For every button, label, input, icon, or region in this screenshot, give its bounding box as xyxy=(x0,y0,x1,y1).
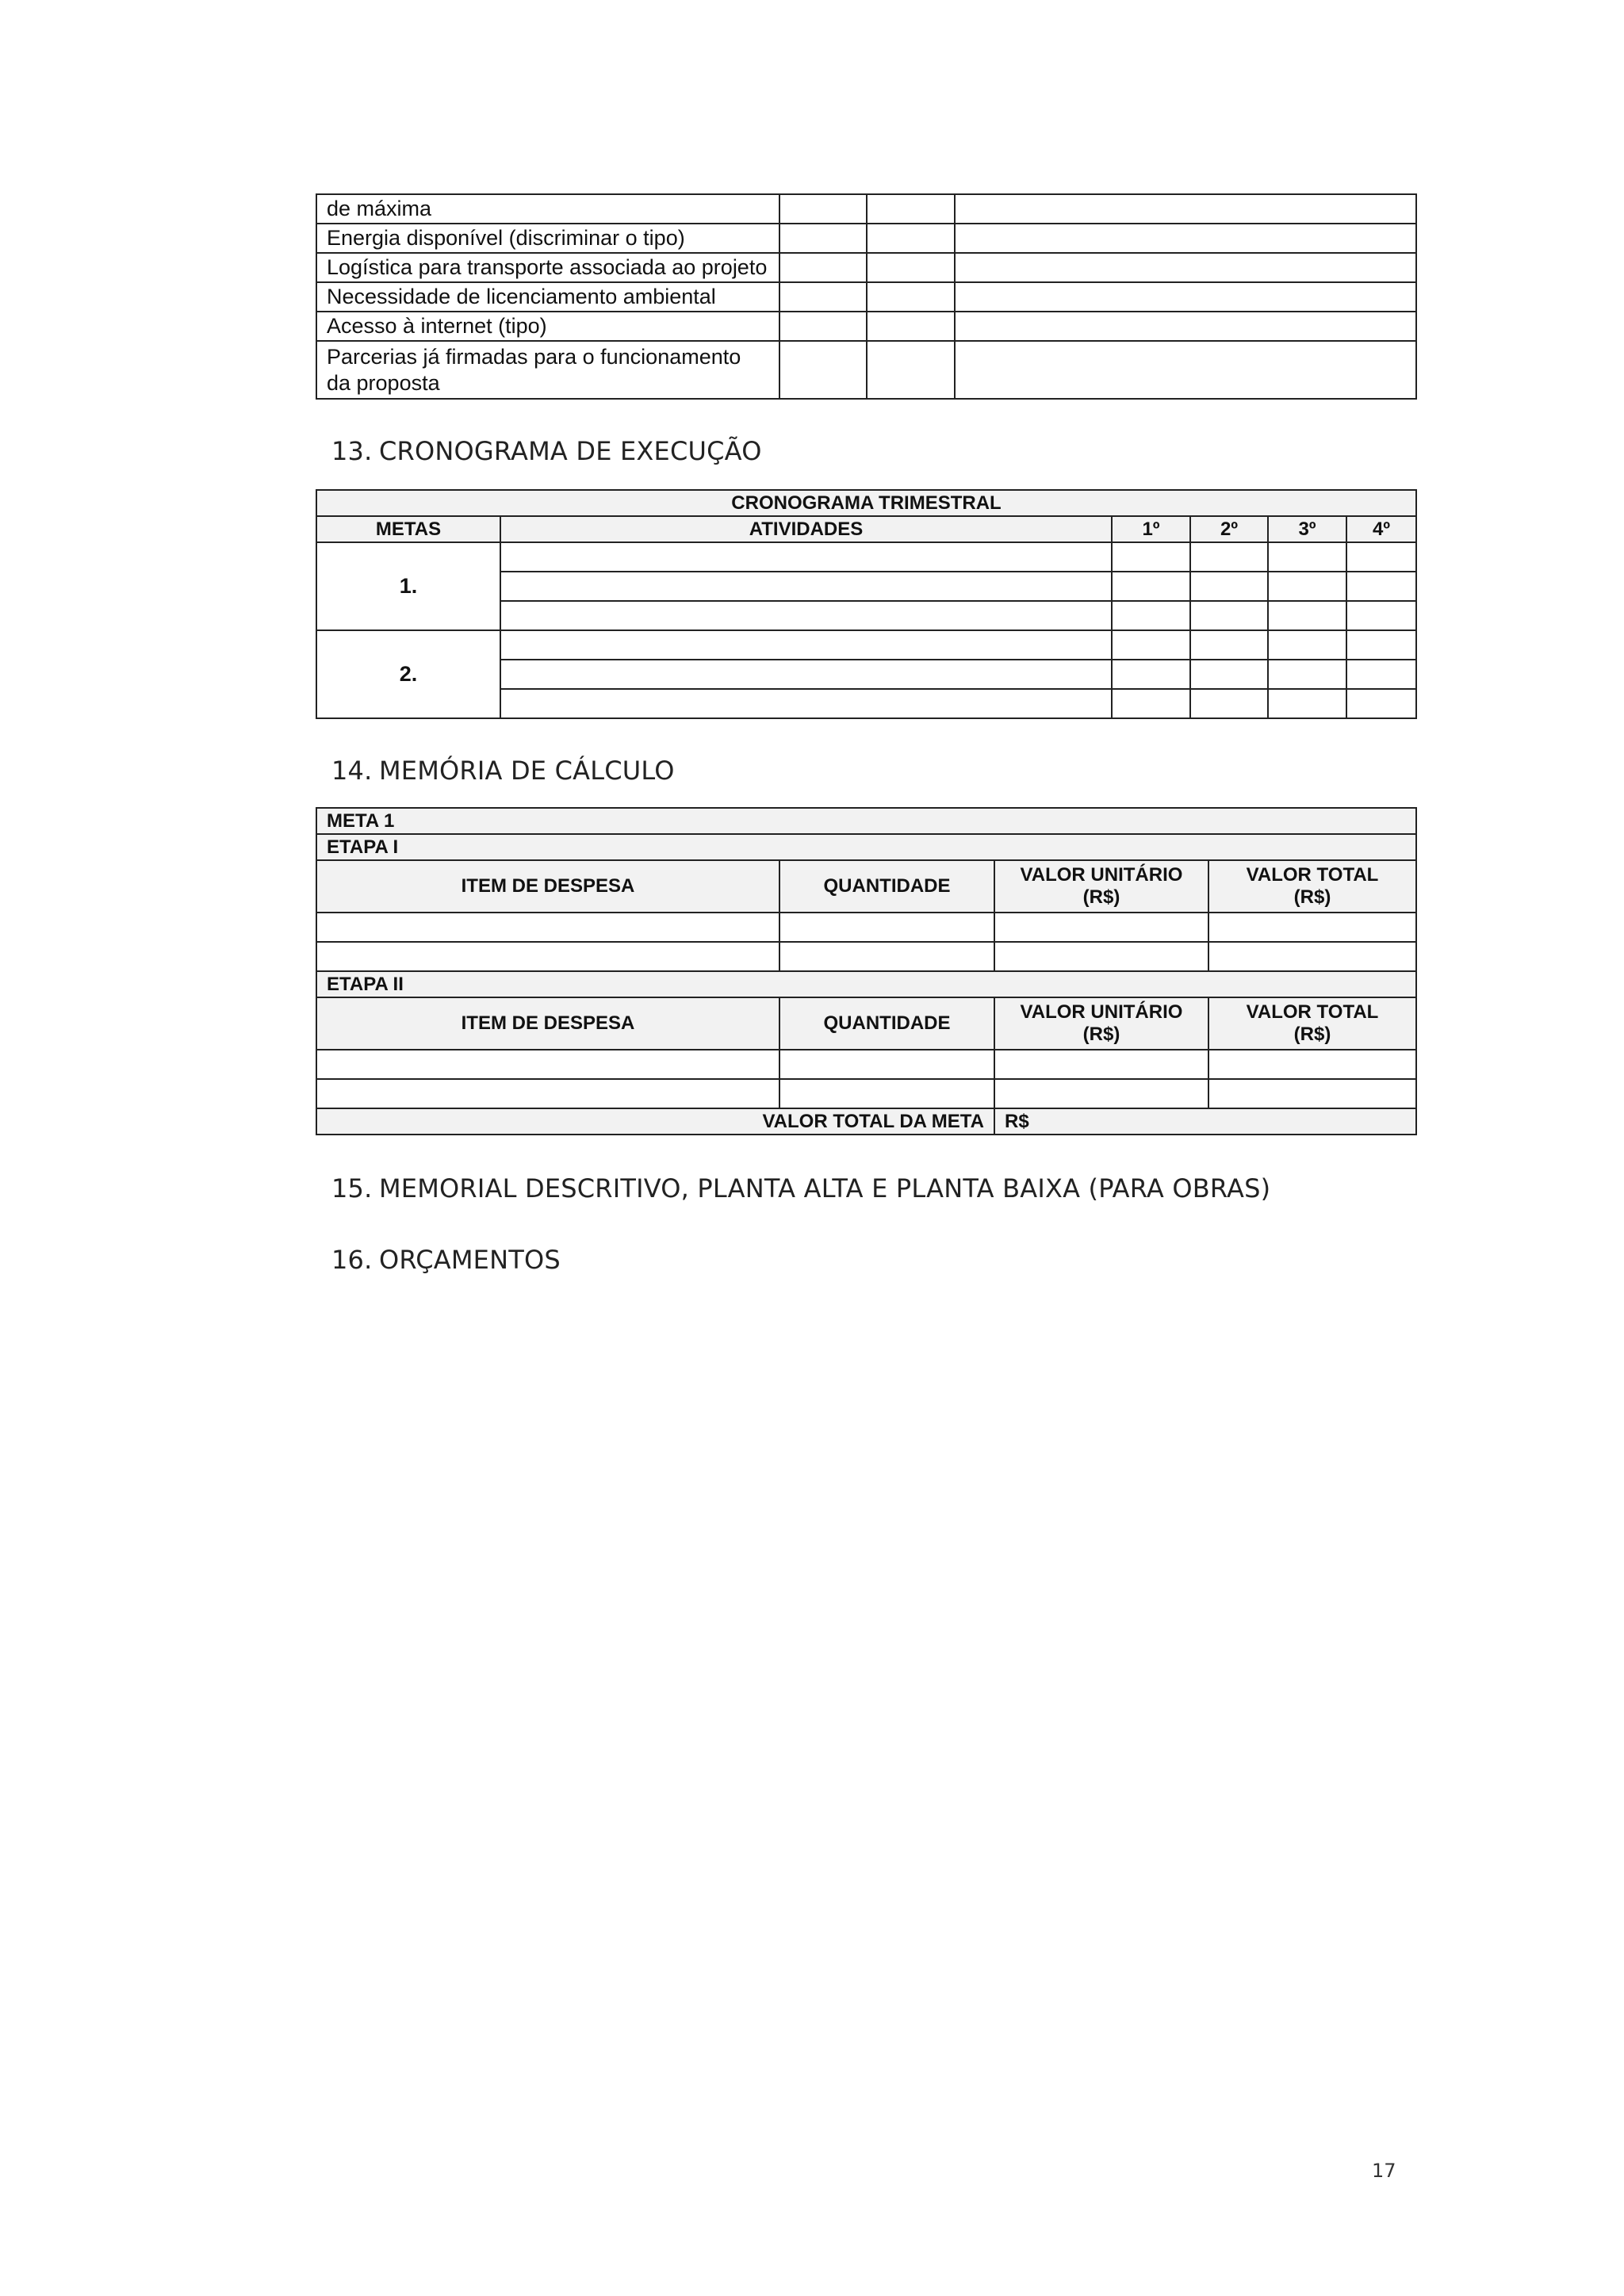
infrastructure-table xyxy=(316,193,1417,400)
header-line: (R$) xyxy=(1082,1024,1120,1045)
meta-number: 2. xyxy=(316,630,500,718)
infra-row-label: Energia disponível (discriminar o tipo) xyxy=(316,224,779,253)
column-header-valor-unitario xyxy=(994,860,1208,913)
table-row xyxy=(316,942,1416,971)
section-16-heading xyxy=(331,1245,561,1275)
expense-cell[interactable] xyxy=(994,1079,1208,1108)
table-row xyxy=(316,542,1416,572)
quarter-cell[interactable] xyxy=(1268,660,1346,689)
infra-cell[interactable] xyxy=(779,312,867,341)
expense-cell[interactable] xyxy=(994,942,1208,971)
section-number: 14. xyxy=(331,756,373,786)
cronograma-table xyxy=(316,489,1417,719)
etapa-label: ETAPA II xyxy=(316,971,1416,997)
table-row xyxy=(316,997,1416,1050)
header-line: VALOR UNITÁRIO xyxy=(1020,1001,1183,1023)
expense-cell[interactable] xyxy=(1208,1050,1416,1079)
infra-cell[interactable] xyxy=(955,224,1416,253)
cronograma-table-block xyxy=(316,489,1417,719)
infra-cell[interactable] xyxy=(867,312,955,341)
etapa-label: ETAPA I xyxy=(316,834,1416,860)
quarter-cell[interactable] xyxy=(1268,601,1346,630)
infra-cell[interactable] xyxy=(779,253,867,282)
total-meta-label: VALOR TOTAL DA META xyxy=(316,1108,994,1135)
column-header-quarter-2: 2º xyxy=(1190,516,1268,542)
column-header-quarter-3: 3º xyxy=(1268,516,1346,542)
expense-cell[interactable] xyxy=(1208,913,1416,942)
header-line: VALOR TOTAL xyxy=(1246,864,1379,886)
table-row xyxy=(316,834,1416,860)
quarter-cell[interactable] xyxy=(1190,542,1268,572)
column-header-quarter-1: 1º xyxy=(1112,516,1190,542)
table-row xyxy=(316,490,1416,516)
header-line: (R$) xyxy=(1293,1024,1331,1045)
quarter-cell[interactable] xyxy=(1346,601,1416,630)
infra-row-label: Acesso à internet (tipo) xyxy=(316,312,779,341)
table-row xyxy=(316,1108,1416,1135)
infra-cell[interactable] xyxy=(955,194,1416,224)
table-row xyxy=(316,630,1416,660)
table-row xyxy=(316,253,1416,282)
infra-row-label: Necessidade de licenciamento ambiental xyxy=(316,282,779,312)
header-line: (R$) xyxy=(1293,886,1331,908)
infra-cell[interactable] xyxy=(779,194,867,224)
section-15-heading xyxy=(331,1173,1270,1203)
memoria-table-block xyxy=(316,807,1417,1135)
infra-row-label: de máxima xyxy=(316,194,779,224)
section-13-heading xyxy=(331,436,762,466)
infra-cell[interactable] xyxy=(779,224,867,253)
infra-cell[interactable] xyxy=(867,282,955,312)
quarter-cell[interactable] xyxy=(1268,689,1346,718)
expense-cell[interactable] xyxy=(316,942,779,971)
expense-cell[interactable] xyxy=(994,913,1208,942)
quarter-cell[interactable] xyxy=(1190,601,1268,630)
quarter-cell[interactable] xyxy=(1346,572,1416,601)
table-row xyxy=(316,312,1416,341)
activity-cell[interactable] xyxy=(500,572,1112,601)
activity-cell[interactable] xyxy=(500,630,1112,660)
column-header-item: ITEM DE DESPESA xyxy=(316,997,779,1050)
quarter-cell[interactable] xyxy=(1346,660,1416,689)
meta-label: META 1 xyxy=(316,808,1416,834)
expense-cell[interactable] xyxy=(1208,942,1416,971)
quarter-cell[interactable] xyxy=(1112,689,1190,718)
column-header-valor-unitario xyxy=(994,997,1208,1050)
section-14-heading xyxy=(331,756,675,786)
quarter-cell[interactable] xyxy=(1346,689,1416,718)
table-row xyxy=(316,860,1416,913)
table-row xyxy=(316,224,1416,253)
column-header-valor-total xyxy=(1208,860,1416,913)
infra-cell[interactable] xyxy=(779,341,867,399)
column-header-quantidade: QUANTIDADE xyxy=(779,860,994,913)
column-header-metas: METAS xyxy=(316,516,500,542)
meta-number: 1. xyxy=(316,542,500,630)
quarter-cell[interactable] xyxy=(1268,572,1346,601)
quarter-cell[interactable] xyxy=(1112,660,1190,689)
header-line: VALOR TOTAL xyxy=(1246,1001,1379,1023)
infrastructure-table-block xyxy=(316,193,1417,400)
table-row xyxy=(316,516,1416,542)
quarter-cell[interactable] xyxy=(1190,572,1268,601)
cronograma-title: CRONOGRAMA TRIMESTRAL xyxy=(316,490,1416,516)
column-header-quantidade: QUANTIDADE xyxy=(779,997,994,1050)
infra-cell[interactable] xyxy=(867,253,955,282)
expense-cell[interactable] xyxy=(994,1050,1208,1079)
expense-cell[interactable] xyxy=(779,942,994,971)
infra-cell[interactable] xyxy=(955,282,1416,312)
section-title: MEMÓRIA DE CÁLCULO xyxy=(379,756,675,786)
section-title: ORÇAMENTOS xyxy=(379,1245,561,1275)
section-number: 15. xyxy=(331,1173,373,1203)
table-row xyxy=(316,1079,1416,1108)
expense-cell[interactable] xyxy=(779,913,994,942)
table-row xyxy=(316,341,1416,399)
infra-row-label: Logística para transporte associada ao projeto xyxy=(316,253,779,282)
infra-row-label: Parcerias já firmadas para o funcionamento da proposta xyxy=(316,341,779,399)
activity-cell[interactable] xyxy=(500,660,1112,689)
quarter-cell[interactable] xyxy=(1112,630,1190,660)
header-line: (R$) xyxy=(1082,886,1120,908)
quarter-cell[interactable] xyxy=(1112,601,1190,630)
expense-cell[interactable] xyxy=(1208,1079,1416,1108)
expense-cell[interactable] xyxy=(316,1079,779,1108)
table-row xyxy=(316,1050,1416,1079)
table-row xyxy=(316,971,1416,997)
section-title: CRONOGRAMA DE EXECUÇÃO xyxy=(379,436,762,466)
page-number: 17 xyxy=(1372,2160,1396,2182)
activity-cell[interactable] xyxy=(500,689,1112,718)
infra-cell[interactable] xyxy=(867,194,955,224)
infra-cell[interactable] xyxy=(867,224,955,253)
memoria-table xyxy=(316,807,1417,1135)
quarter-cell[interactable] xyxy=(1346,542,1416,572)
infra-cell[interactable] xyxy=(867,341,955,399)
infra-cell[interactable] xyxy=(955,253,1416,282)
quarter-cell[interactable] xyxy=(1112,572,1190,601)
header-line: VALOR UNITÁRIO xyxy=(1020,864,1183,886)
infra-cell[interactable] xyxy=(955,312,1416,341)
table-row xyxy=(316,808,1416,834)
expense-cell[interactable] xyxy=(316,1050,779,1079)
total-meta-value[interactable]: R$ xyxy=(994,1108,1416,1135)
expense-cell[interactable] xyxy=(316,913,779,942)
column-header-atividades: ATIVIDADES xyxy=(500,516,1112,542)
table-row xyxy=(316,282,1416,312)
section-title: MEMORIAL DESCRITIVO, PLANTA ALTA E PLANTA BAIXA (PARA OBRAS) xyxy=(379,1173,1271,1203)
expense-cell[interactable] xyxy=(779,1079,994,1108)
quarter-cell[interactable] xyxy=(1190,689,1268,718)
table-row xyxy=(316,194,1416,224)
section-number: 13. xyxy=(331,436,373,466)
activity-cell[interactable] xyxy=(500,601,1112,630)
column-header-item: ITEM DE DESPESA xyxy=(316,860,779,913)
infra-cell[interactable] xyxy=(955,341,1416,399)
column-header-quarter-4: 4º xyxy=(1346,516,1416,542)
quarter-cell[interactable] xyxy=(1190,630,1268,660)
infra-cell[interactable] xyxy=(779,282,867,312)
activity-cell[interactable] xyxy=(500,542,1112,572)
quarter-cell[interactable] xyxy=(1112,542,1190,572)
table-row xyxy=(316,913,1416,942)
section-number: 16. xyxy=(331,1245,373,1275)
quarter-cell[interactable] xyxy=(1190,660,1268,689)
column-header-valor-total xyxy=(1208,997,1416,1050)
quarter-cell[interactable] xyxy=(1268,630,1346,660)
quarter-cell[interactable] xyxy=(1346,630,1416,660)
quarter-cell[interactable] xyxy=(1268,542,1346,572)
expense-cell[interactable] xyxy=(779,1050,994,1079)
